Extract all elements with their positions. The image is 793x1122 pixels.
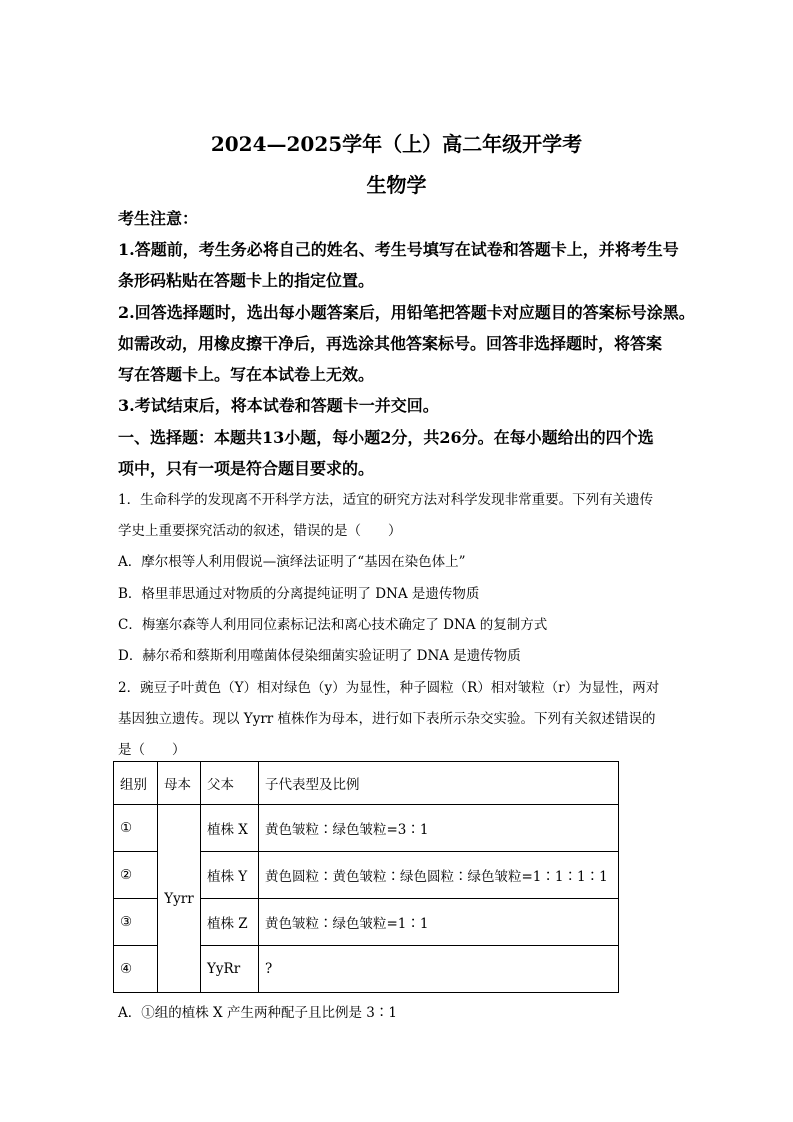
group-cell: ② [114,852,158,899]
q1-option-b: B．格里菲思通过对物质的分离提纯证明了 DNA 是遗传物质 [118,586,480,602]
result-cell: ? [259,946,619,993]
q1-option-d: D．赫尔希和蔡斯利用噬菌体侵染细菌实验证明了 DNA 是遗传物质 [118,648,521,664]
subject-title: 生物学 [366,173,427,197]
group-cell: ① [114,805,158,852]
notice-line: 写在答题卡上。写在本试卷上无效。 [118,365,375,384]
result-cell: 黄色圆粒∶黄色皱粒∶绿色圆粒∶绿色皱粒=1∶1∶1∶1 [259,852,619,899]
q2-stem: 基因独立遗传。现以 Yyrr 植株作为母本，进行如下表所示杂交实验。下列有关叙述错误的 [118,711,656,727]
header-father: 父本 [201,762,259,805]
father-cell: 植株 Y [201,852,259,899]
q2-stem: 2．豌豆子叶黄色（Y）相对绿色（y）为显性，种子圆粒（R）相对皱粒（r）为显性，两对 [118,680,660,696]
mother-cell: Yyrr [158,805,201,993]
notice-line: 3.考试结束后，将本试卷和答题卡一并交回。 [118,396,439,415]
header-offspring: 子代表型及比例 [259,762,619,805]
notice-line: 条形码粘贴在答题卡上的指定位置。 [118,271,375,290]
exam-title: 2024—2025学年（上）高二年级开学考 [210,132,583,156]
q2-option-a: A．①组的植株 X 产生两种配子且比例是 3∶1 [118,1005,397,1021]
section-heading: 项中，只有一项是符合题目要求的。 [118,459,375,478]
header-group: 组别 [114,762,158,805]
header-mother: 母本 [158,762,201,805]
notice-line: 2.回答选择题时，选出每小题答案后，用铅笔把答题卡对应题目的答案标号涂黑。 [118,303,695,322]
result-cell: 黄色皱粒∶绿色皱粒=3∶1 [259,805,619,852]
group-cell: ③ [114,899,158,946]
section-heading: 一、选择题：本题共13小题，每小题2分，共26分。在每小题给出的四个选 [118,428,654,447]
notice-line: 1.答题前，考生务必将自己的姓名、考生号填写在试卷和答题卡上，并将考生号 [118,240,679,259]
q1-stem: 1．生命科学的发现离不开科学方法，适宜的研究方法对科学发现非常重要。下列有关遗传 [118,492,654,508]
q1-option-a: A．摩尔根等人利用假说—演绎法证明了“基因在染色体上” [118,554,466,570]
q1-option-c: C．梅塞尔森等人利用同位素标记法和离心技术确定了 DNA 的复制方式 [118,617,548,633]
table-header-row [114,762,619,805]
q1-stem: 学史上重要探究活动的叙述，错误的是（ ） [118,523,402,539]
q2-stem: 是（ ） [118,742,186,758]
father-cell: 植株 X [201,805,259,852]
cross-table [113,761,619,993]
table-row [114,805,619,852]
father-cell: YyRr [201,946,259,993]
result-cell: 黄色皱粒∶绿色皱粒=1∶1 [259,899,619,946]
group-cell: ④ [114,946,158,993]
father-cell: 植株 Z [201,899,259,946]
notice-heading: 考生注意： [118,209,199,228]
notice-line: 如需改动，用橡皮擦干净后，再选涂其他答案标号。回答非选择题时，将答案 [118,334,663,353]
